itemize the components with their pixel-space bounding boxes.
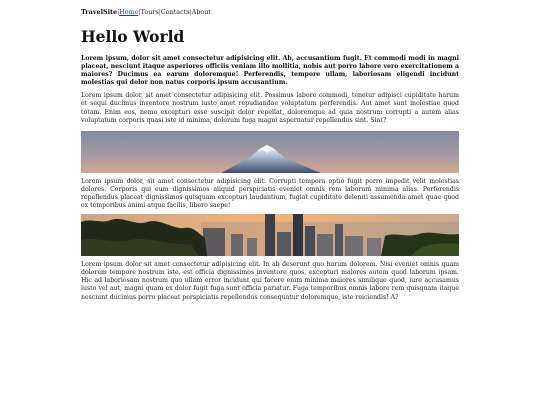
main-content xyxy=(81,27,459,302)
nav-separator: | xyxy=(117,8,120,16)
nav-separator: | xyxy=(189,8,192,16)
body-paragraph-2: Lorem ipsum dolor, sit amet consectetur adipisicing elit. Corrupti tempora optio fugit porro impedit velit molestias dolores. Corporis qui eum dignissimos aliquid perspiciatis eveniet omnis rem laborum minima alias. Perferendis repellendus placeat dignissimos quisquam excepturi laudantium, fugiat cupiditate deleniti assumenda amet quae quod ex temporibus animi atque facilis, libero saepe! xyxy=(81,177,459,210)
mountain-banner-image xyxy=(81,131,459,173)
site-brand[interactable]: TravelSite xyxy=(81,8,118,16)
nav-link-contacts[interactable]: Contacts xyxy=(160,8,190,16)
body-paragraph-3: Lorem ipsum dolor sit amet consectetur adipisicing elit. In ab deserunt quo harum dolorem. Nisi eveniet omnis quam dolorem tempore nostrum iste, est officia dignissimos inventore quos, excepturi maiores autem quod laborum ipsam. Hic ad laboriosam nostrum quo ullam error incidunt qui facere enim minima maiores similique quod, iure accusamus iusto vel aut, magni quam ex dolor fugit fuga sunt officia pariatur. Fuga temporibus omnis labore rem quisquam itaque nesciunt ducimus porro placeat perspiciatis repellendus consequatur doloremque, iste reiciendis! A? xyxy=(81,261,459,301)
lead-paragraph: Lorem ipsum, dolor sit amet consectetur adipisicing elit. Ab, accusantium fugit. Et commodi modi in magni placeat, nesciunt itaque asperiores officiis veniam illo mollitia, nobis aut porro labore vero exercitationem a maiores? Ducimus ea earum doloremque! Perferendis, tempore ullam, laboriosam eligendi incidunt molestias qui dolor non natus corporis ipsum accusantium. xyxy=(81,55,459,87)
nav-link-tours[interactable]: Tours xyxy=(140,8,159,16)
nav-link-home[interactable]: Home xyxy=(119,8,139,16)
nav-separator: | xyxy=(158,8,161,16)
page-title: Hello World xyxy=(81,27,185,46)
nav-link-about[interactable]: About xyxy=(191,8,211,16)
city-skyline-banner-image xyxy=(81,214,459,256)
mountain-illustration xyxy=(81,131,459,173)
nav-separator: | xyxy=(138,8,141,16)
top-nav xyxy=(81,8,211,17)
body-paragraph-1: Lorem ipsum dolor, sit amet consectetur adipisicing elit. Possimus labore commodi, tenetur adipisci cupiditate harum et sequi ducimus inventore nostrum iusto amet repudiandae voluptatum perferendis. Aut amet sunt molestiae quod totam. Enim eos, nemo excepturi esse suscipit dolor repellat, doloremque ad quia nostrum corrupti a autem alias voluptatum corporis quasi iste id minima, dolorum fuga magni aspernatur repellendus sint. Sint? xyxy=(81,92,459,124)
city-skyline-illustration xyxy=(81,214,459,256)
